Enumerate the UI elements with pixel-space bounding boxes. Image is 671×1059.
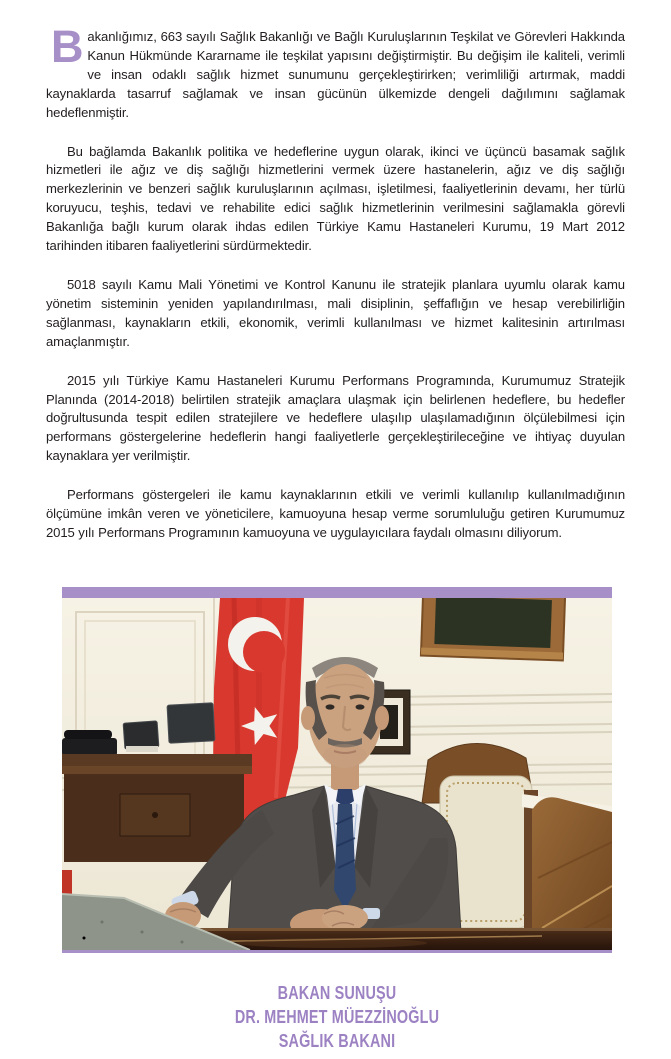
minister-photo-illustration [62, 598, 612, 950]
telephone [62, 730, 117, 756]
paragraph-5: Performans göstergeleri ile kamu kaynaklarının etkili ve verimli kullanılıp kullanılmadığının ölçümüne imkân veren ve yöneticilere, kamuoyuna hesap verme sorumluluğu getiren Kurumumuz 2015 yılı Performans Programının kamuoyuna ve uygulayıcılara faydalı olmasını diliyorum. [46, 487, 625, 540]
paragraph-4: 2015 yılı Türkiye Kamu Hastaneleri Kurumu Performans Programında, Kurumumuz Stratejik Planında (2014-2018) belirtilen stratejik amaçlara ulaşmak için belirlenen hedeflere, bu hedefler doğrultusunda tespit edilen stratejilere ve hedeflere ulaşılıp ulaşılamadığının ölçülebilmesi için performans göstergelerine hedeflerin hangi faaliyetlerle gerçekleştirileceğine ve ihtiyaç duyulan kaynaklara yer verilmiştir. [46, 372, 625, 464]
paragraph-1-text: akanlığımız, 663 sayılı Sağlık Bakanlığı ve Bağlı Kuruluşlarının Teşkilat ve Görevleri Hakkında Kanun Hükmünde Kararname ile teşkilat yapısını değiştirmiştir. Bu değişim ile kaliteli, verimli ve insan odaklı sağlık hizmet sunumunu gerçekleştirirken; verimliliği artırmak, maddi kaynaklarda tasarruf sağlamak ve insan gücünün ülkemizde dengeli dağılımını sağlamak hedeflenmiştir. [46, 29, 625, 120]
drop-cap: B [51, 21, 84, 72]
paragraph-3: 5018 sayılı Kamu Mali Yönetimi ve Kontrol Kanunu ile stratejik planlara uyumlu olarak kamu yönetim sisteminin yeniden yapılandırılması, mali disiplinin, şeffaflığın ve hesap verebilirliğin sağlanması, kaynakların etkili, ekonomik, verimli kullanılması ve hizmet kalitesinin artırılması amaçlanmıştır. [46, 276, 625, 349]
photo-caption [62, 981, 612, 1053]
paragraph-1 [46, 21, 625, 123]
photo-accent-bar [62, 587, 612, 598]
framed-painting [421, 598, 565, 660]
paragraph-2: Bu bağlamda Bakanlık politika ve hedeflerine uygun olarak, ikinci ve üçüncü basamak sağlık hizmetleri ile ağız ve diş sağlığı hizmetlerini vermek üzere hastanelerin, ağız ve diş sağlığı merkezlerinin ve benzeri sağlık kuruluşlarının açılması, işletilmesi, faaliyetlerinin devamı, her türlü koruyucu, teşhis, tedavi ve rehabilite edici sağlık hizmetlerinin verilmesini sağlamakla görevli Bakanlığa bağlı kurum olarak ihdas edilen Türkiye Kamu Hastaneleri Kurumu, 19 Mart 2012 tarihinden itibaren faaliyetlerini sürdürmektedir. [46, 143, 625, 254]
caption-name: DR. MEHMET MÜEZZİNOĞLU [234, 1007, 440, 1027]
wood-cabinet [522, 794, 612, 950]
foreword-text [46, 21, 625, 563]
caption-role: SAĞLIK BAKANI [278, 1031, 396, 1051]
caption-title: BAKAN SUNUŞU [277, 983, 397, 1003]
minister-photo [62, 587, 612, 953]
